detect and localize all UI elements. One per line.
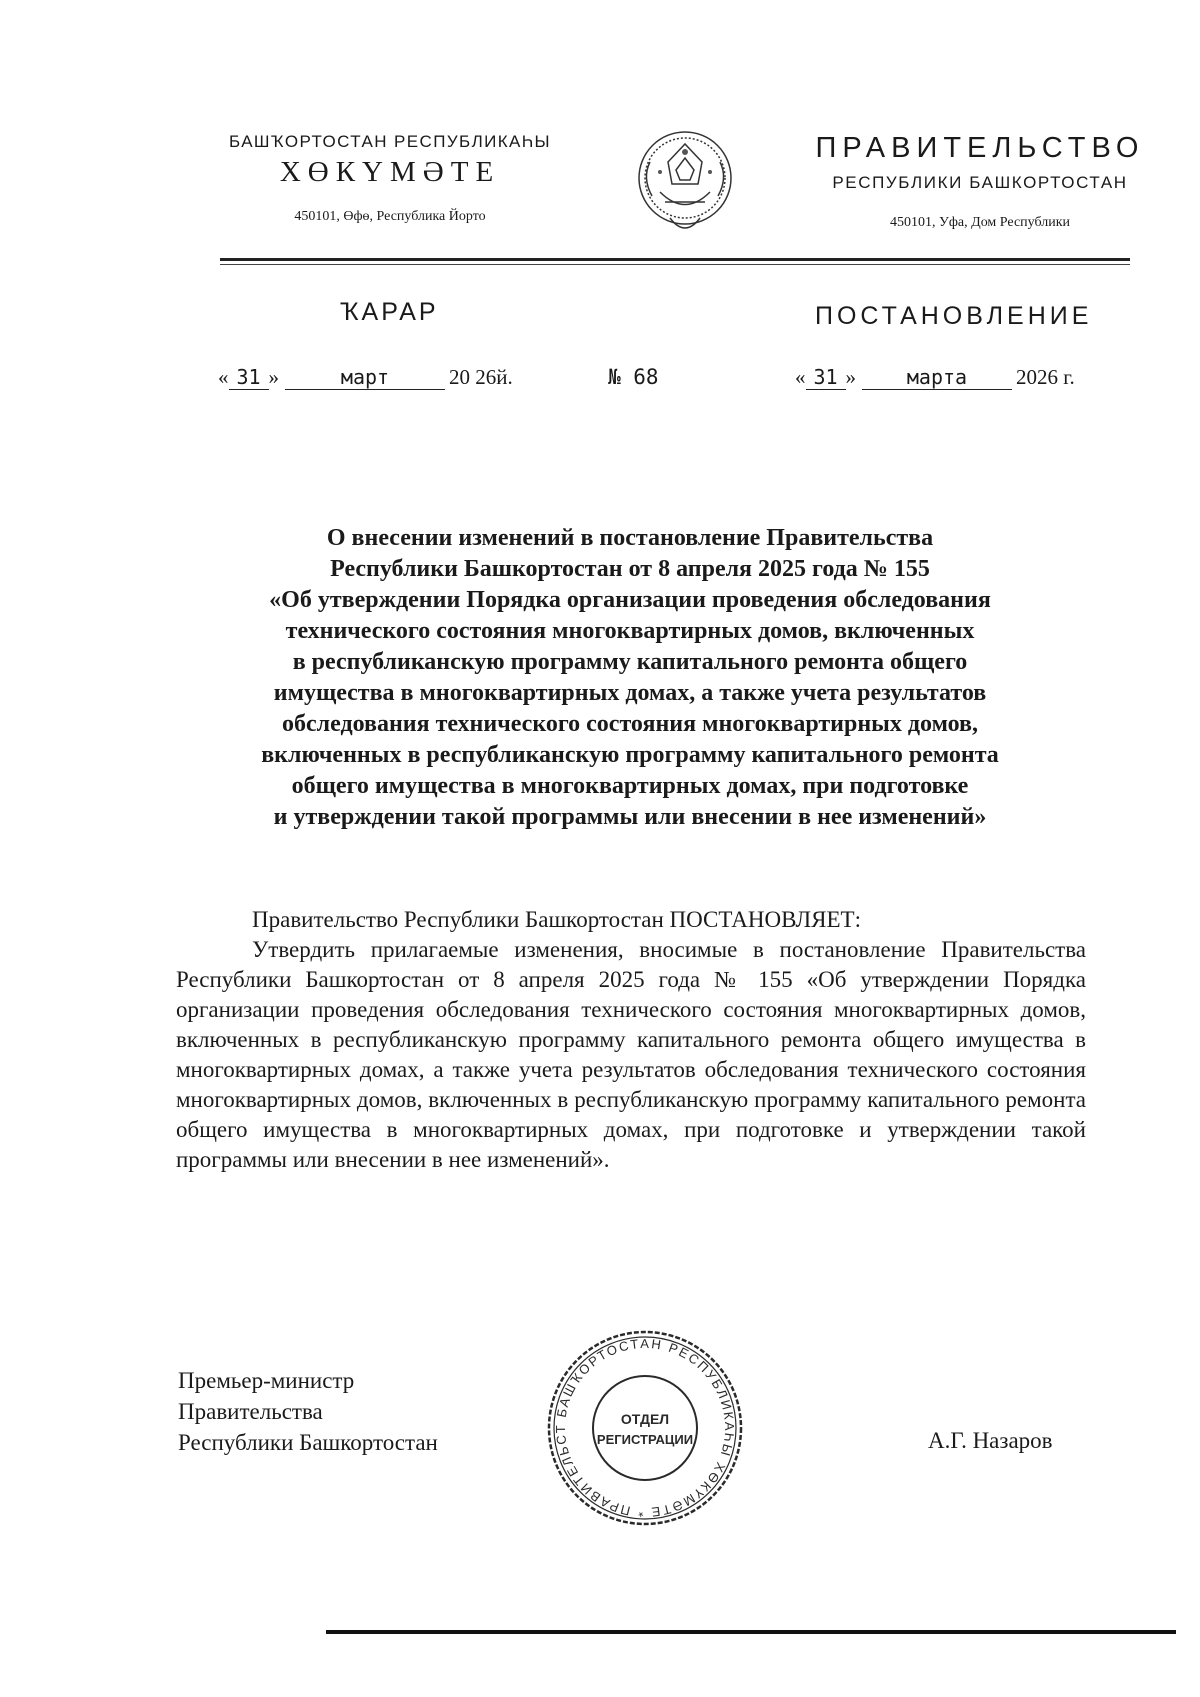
document-body [176, 905, 1086, 1175]
header-right-line1: ПРАВИТЕЛЬСТВО [815, 132, 1145, 164]
body-paragraph: Утвердить прилагаемые изменения, вносимые в постановление Правительства Республики Башкортостан от 8 апреля 2025 года № 155 «Об утверждении Порядка организации проведения обследования технического состояния многоквартирных домов, включенных в республиканскую программу капитального ремонта общего имущества в многоквартирных домах, а также учета результатов обследования технического состояния многоквартирных домов, включенных в республиканскую программу капитального ремонта общего имущества в многоквартирных домах, при подготовке и утверждении такой программы или внесении в нее изменений». [176, 937, 1086, 1172]
date-right-day: 31 [806, 365, 846, 390]
date-left-close-quote: » [268, 365, 279, 389]
header-right-address: 450101, Уфа, Дом Республики [889, 215, 1071, 230]
heading-line: общего имущества в многоквартирных домах, при подготовке [291, 773, 969, 799]
stamp-outer-text: БАШҠОРТОСТАН РЕСПУБЛИКАҺЫ ХӨКҮМӘТЕ * ПРАВИТЕЛЬСТ [552, 1335, 738, 1521]
registration-stamp [545, 1328, 745, 1528]
header-russian-block [790, 132, 1170, 231]
date-left-day: 31 [229, 365, 269, 390]
date-left [218, 365, 513, 390]
date-right-year: 2026 г. [1016, 365, 1075, 389]
header-bashkir-block [190, 132, 590, 225]
date-left-year: 20 26й. [449, 365, 513, 389]
heading-line: в республиканскую программу капитального ремонта общего [292, 649, 968, 675]
heading-line: «Об утверждении Порядка организации проведения обследования [269, 587, 991, 613]
date-right [795, 365, 1075, 390]
signature-position [178, 1365, 438, 1458]
heading-line: включенных в республиканскую программу капитального ремонта [261, 742, 999, 768]
signature-position-line1: Премьер-министр [178, 1368, 355, 1393]
doc-type-bashkir: ҠАРАР [340, 298, 439, 326]
footer-divider [326, 1630, 1176, 1634]
doc-type-russian: ПОСТАНОВЛЕНИЕ [815, 302, 1093, 330]
header-right-line2: РЕСПУБЛИКИ БАШКОРТОСТАН [832, 173, 1128, 192]
signature-name: А.Г. Назаров [928, 1428, 1053, 1453]
date-right-close-quote: » [845, 365, 856, 389]
heading-line: Республики Башкортостан от 8 апреля 2025 года № 155 [330, 556, 930, 582]
heading-line: и утверждении такой программы или внесении в нее изменений» [273, 804, 987, 830]
date-left-month: март [285, 365, 445, 390]
signature-position-line3: Республики Башкортостан [178, 1430, 438, 1455]
heading-line: технического состояния многоквартирных домов, включенных [285, 618, 975, 644]
heading-line: обследования технического состояния многоквартирных домов, [281, 711, 978, 737]
header-divider-thick [220, 258, 1130, 261]
header-left-line1: БАШҠОРТОСТАН РЕСПУБЛИКАҺЫ [229, 132, 551, 151]
header-left-line2: ХӨКҮМӘТЕ [279, 156, 501, 188]
heading-line: О внесении изменений в постановление Правительства [326, 525, 934, 551]
body-resolves-line: Правительство Республики Башкортостан ПОСТАНОВЛЯЕТ: [252, 907, 861, 932]
header-divider-thin [220, 264, 1130, 265]
document-heading [180, 523, 1080, 833]
stamp-center-line1: ОТДЕЛ [620, 1411, 670, 1427]
header-left-address: 450101, Өфө, Республика Йорто [294, 209, 486, 224]
coat-of-arms-icon [630, 122, 740, 242]
signature-position-line2: Правительства [178, 1399, 323, 1424]
date-left-open-quote: « [218, 365, 229, 389]
stamp-center-line2: РЕГИСТРАЦИИ [596, 1432, 694, 1447]
document-number: № 68 [608, 365, 659, 389]
date-right-month: марта [862, 365, 1012, 390]
date-right-open-quote: « [795, 365, 806, 389]
heading-line: имущества в многоквартирных домах, а также учета результатов [273, 680, 987, 706]
